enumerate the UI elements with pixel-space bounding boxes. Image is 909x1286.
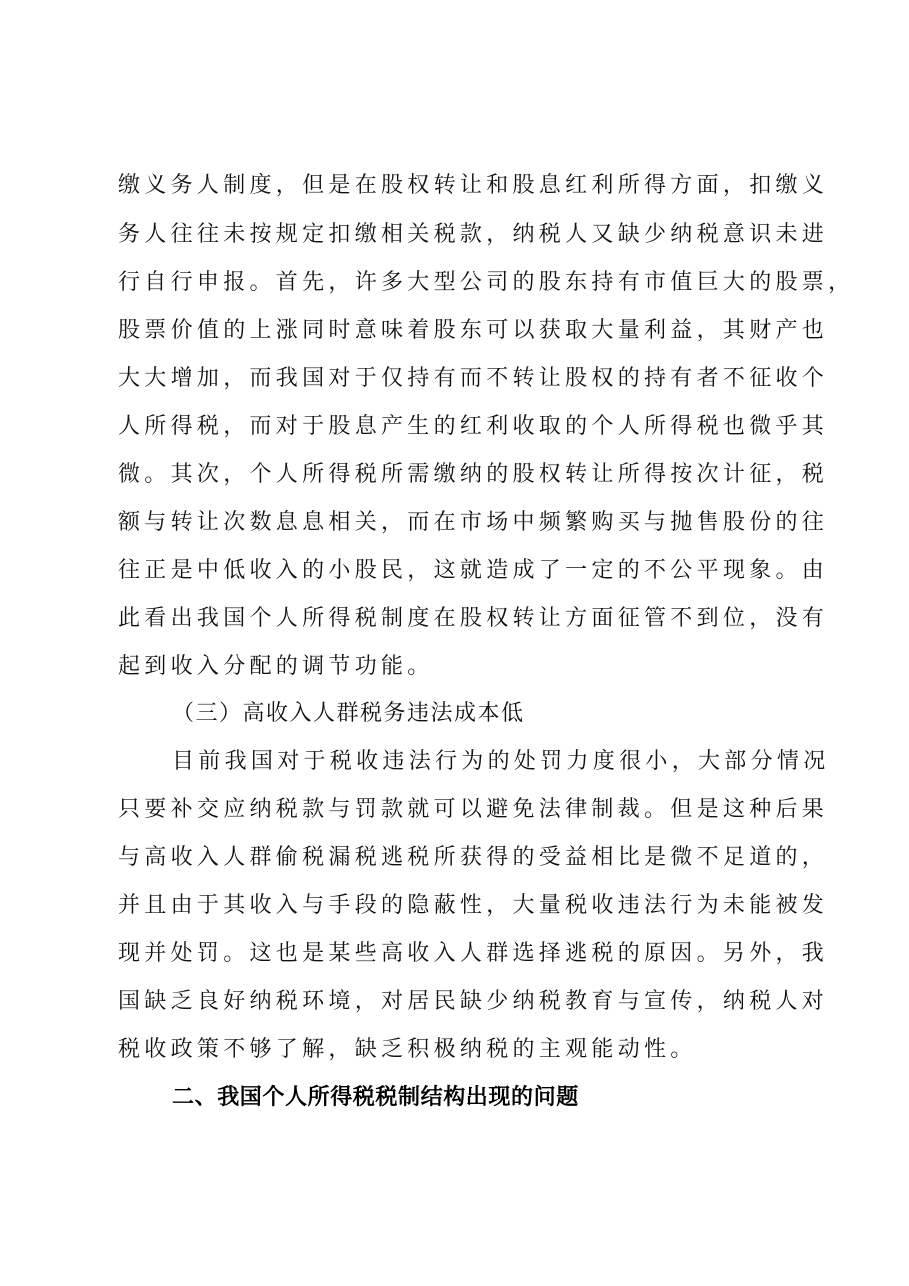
paragraph-1-line-8: 额与转让次数息息相关，而在市场中频繁购买与抛售股份的往 (118, 510, 829, 535)
paragraph-1-line-6: 人所得税，而对于股息产生的红利收取的个人所得税也微乎其 (118, 414, 829, 439)
paragraph-2-line-7: 税收政策不够了解，缺乏积极纳税的主观能动性。 (118, 1037, 697, 1062)
paragraph-1-line-7: 微。其次，个人所得税所需缴纳的股权转让所得按次计征，税 (118, 462, 829, 487)
section-2-heading: 二、我国个人所得税税制结构出现的问题 (172, 1085, 579, 1110)
paragraph-2-line-6: 国缺乏良好纳税环境，对居民缺少纳税教育与宣传，纳税人对 (118, 989, 829, 1014)
paragraph-1-line-1: 缴义务人制度，但是在股权转让和股息红利所得方面，扣缴义 (118, 173, 829, 198)
paragraph-2-line-5: 现并处罚。这也是某些高收入人群选择逃税的原因。另外，我 (118, 941, 829, 966)
paragraph-1-line-5: 大大增加，而我国对于仅持有而不转让股权的持有者不征收个 (118, 366, 829, 391)
paragraph-2-line-3: 与高收入人群偷税漏税逃税所获得的受益相比是微不足道的， (118, 845, 829, 870)
paragraph-2-line-4: 并且由于其收入与手段的隐蔽性，大量税收违法行为未能被发 (118, 893, 829, 918)
subheading-3: （三）高收入人群税务违法成本低 (172, 701, 525, 726)
paragraph-2-line-2: 只要补交应纳税款与罚款就可以避免法律制裁。但是这种后果 (118, 797, 829, 822)
paragraph-1-line-4: 股票价值的上涨同时意味着股东可以获取大量利益，其财产也 (118, 318, 829, 343)
paragraph-1-line-2: 务人往往未按规定扣缴相关税款，纳税人又缺少纳税意识未进 (118, 222, 829, 247)
paragraph-1-line-11: 起到收入分配的调节功能。 (118, 654, 434, 679)
paragraph-2-line-1: 目前我国对于税收违法行为的处罚力度很小，大部分情况 (172, 749, 830, 774)
paragraph-1-line-9: 往正是中低收入的小股民，这就造成了一定的不公平现象。由 (118, 558, 829, 583)
paragraph-1-line-3: 行自行申报。首先，许多大型公司的股东持有市值巨大的股票， (118, 270, 855, 295)
paragraph-1-line-10: 此看出我国个人所得税制度在股权转让方面征管不到位，没有 (118, 606, 829, 631)
